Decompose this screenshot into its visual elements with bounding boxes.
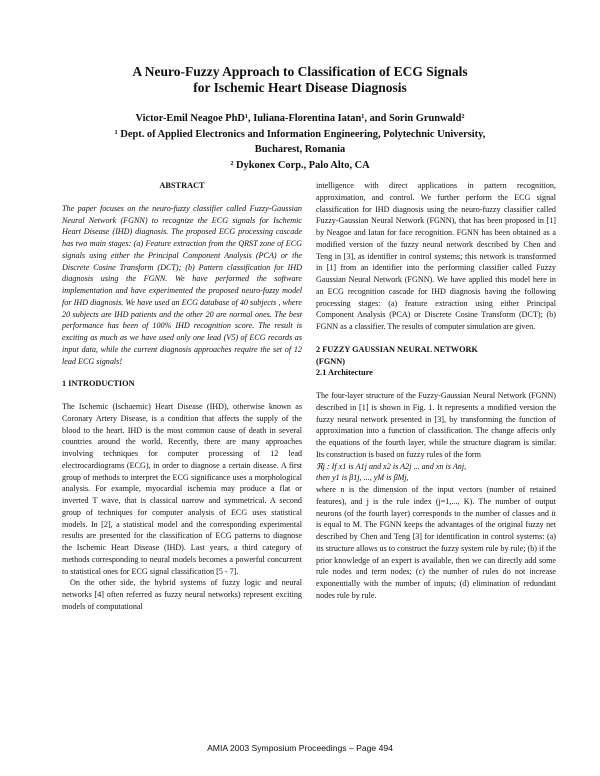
affiliation-2: ² Dykonex Corp., Palo Alto, CA xyxy=(230,159,370,171)
fuzzy-rule-formula-2: then y1 is β1j, ..., yM is βMj, xyxy=(316,473,409,483)
abstract-text: The paper focuses on the neuro-fuzzy classifier called Fuzzy-Gaussian Neural Network (FGNN) to recognize the ECG signals for Ischemic Heart Disease (IHD) diagnosis. The proposed ECG processing cascade has two main stages: (a) Feature extraction from the QRST zone of ECG signals using either the Principal Component Analysis (PCA) or the Discrete Cosine Transform (DCT); (b) Pattern classification for IHD diagnosis using the FGNN. We have performed the software implementation and have experimented the proposed neuro-fuzzy model for IHD diagnosis. We have used an ECG database of 40 subjects , where 20 subjects are IHD patients and the other 20 are normal ones. The best performance has been of 100% IHD recognition score. The result is exciting as much as we have used only one lead (V5) of ECG records as input data, while the current diagnosis approaches require the set of 12 lead ECG signals! xyxy=(62,203,302,366)
right-column xyxy=(316,180,556,602)
fuzzy-rule-formula-1: ℜj : If x1 is A1j and x2 is A2j ... and xn is Anj, xyxy=(316,461,467,471)
section2-heading-line-1: 2 FUZZY GAUSSIAN NEURAL NETWORK xyxy=(316,344,478,354)
affiliation-1: ¹ Dept. of Applied Electronics and Information Engineering, Polytechnic University, xyxy=(114,128,486,140)
intro-paragraph-3: intelligence with direct applications in pattern recognition, approximation, and control. We further perform the ECG signal classification for IHD diagnosis using the neuro-fuzzy classifier called Fuzzy-Gaussian Neural Network (FGNN), that has been proposed in [1] by Neagoe and Iatan for face recognition. FGNN has been obtained as a modified version of the fuzzy neural network described by Chen and Teng in [3], as identifier in control systems; this network is transformed in [1] from an identifier into the performing classifier called Fuzzy Gaussian Neural Network (FGNN). We have applied this model here in an ECG recognition cascade for IHD diagnosis having the following processing stages: (a) feature extraction using either Principal Component Analysis (PCA) or Discrete Cosine Transform (DCT); (b) FGNN as a classifier. The results of computer simulation are given. xyxy=(316,181,556,331)
title-line-1: A Neuro-Fuzzy Approach to Classification of ECG Signals xyxy=(132,64,468,79)
title-line-2: for Ischemic Heart Disease Diagnosis xyxy=(193,80,407,95)
intro-heading: 1 INTRODUCTION xyxy=(62,379,135,389)
section2-paragraph-2: where n is the dimension of the input vectors (number of retained features), and j is the rule index (j=1,..., K). The number of output neurons (of the fourth layer) corresponds to the number of classes and it is equal to M. The FGNN keeps the advantages of the original fuzzy net described by Chen and Teng [3] for identification in control systems: (a) its structure allows us to construct the fuzzy system rule by rule; (b) if the prior knowledge of an expert is available, then we can directly add some rule nodes and term nodes; (c) the number of rules do not increase exponentially with the number of inputs; (d) elimination of redundant nodes rule by rule. xyxy=(316,485,556,600)
abstract-heading: ABSTRACT xyxy=(159,181,205,190)
affiliation-1-city: Bucharest, Romania xyxy=(254,144,346,155)
author-names: Victor-Emil Neagoe PhD¹, Iuliana-Florentina Iatan¹, and Sorin Grunwald² xyxy=(135,113,465,124)
section2-paragraph-1: The four-layer structure of the Fuzzy-Gaussian Neural Network (FGNN) described in [1] is shown in Fig. 1. It represents a modified version the fuzzy neural network presented in [3], by transforming the function of approximation into a function of classification. The change affects only the equations of the fourth layer, while the structure diagram is similar. Its construction is based on fuzzy rules of the form xyxy=(316,391,556,459)
paper-title xyxy=(0,64,600,96)
section2-heading xyxy=(316,344,556,368)
page-footer: AMIA 2003 Symposium Proceedings – Page 494 xyxy=(207,743,393,753)
subsection-heading: 2.1 Architecture xyxy=(316,368,373,378)
intro-paragraph-1: The Ischemic (Ischaemic) Heart Disease (IHD), otherwise known as Coronary Artery Disease, is a condition that affects the supply of the blood to the heart. IHD is the most common cause of death in several countries around the world. Recently, there are many approaches involving techniques for computer processing of 12 lead electrocardiograms (ECG), in order to diagnose a certain disease. A first group of methods to interpret the ECG significance uses a morphological analysis. For example, myocardial ischemia may produce a flat or inverted T wave, that is classical narrow and symmetrical. A second group of techniques for computer analysis of ECG uses statistical models. In [2], a statistical model and the corresponding experimental results are presented for the classification of ECG patterns to diagnose the Ischemic Heart Disease (IHD). Last years, a third category of methods corresponding to neural models becomes a powerful concurrent to statistical ones for ECG signal classification [5 - 7]. xyxy=(62,402,302,576)
section2-heading-line-2: (FGNN) xyxy=(316,356,346,366)
left-column xyxy=(62,180,302,613)
author-block xyxy=(30,111,570,173)
intro-paragraph-2: On the other side, the hybrid systems of fuzzy logic and neural networks [4] often referred as fuzzy neural networks) represent exciting models of computational xyxy=(62,578,302,611)
